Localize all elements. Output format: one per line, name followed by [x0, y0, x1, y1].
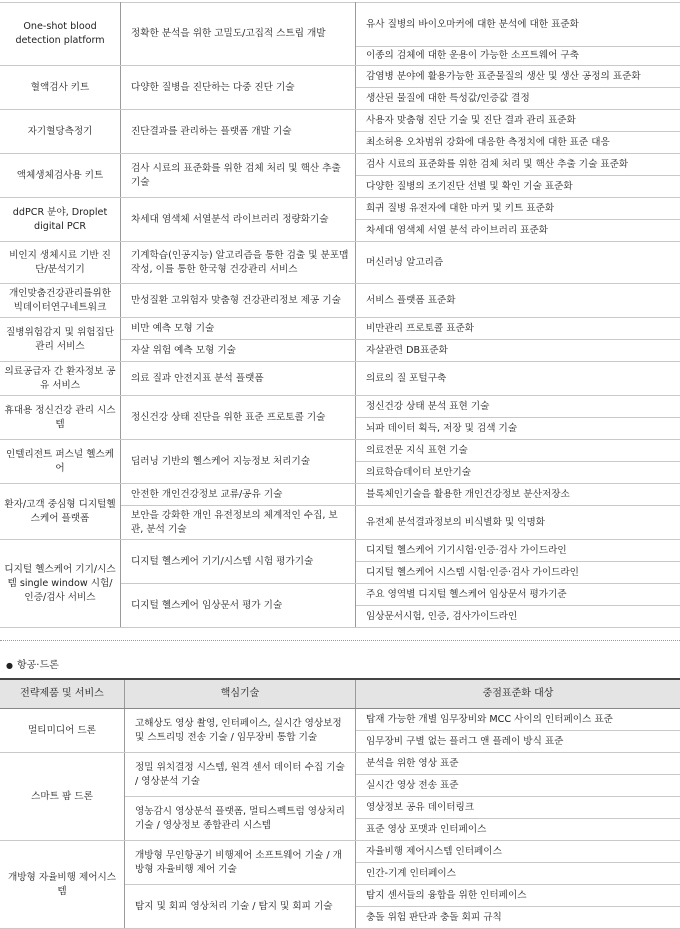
product-cell: 혈액검사 키트 — [0, 66, 121, 110]
table-row — [0, 841, 680, 863]
tech-cell: 안전한 개인건강정보 교류/공유 기술 — [121, 484, 356, 506]
target-cell: 분석을 위한 영상 표준 — [356, 753, 680, 775]
product-cell: 멀티미디어 드론 — [0, 709, 125, 753]
product-cell: 비인지 생체시료 기반 진단/분석기기 — [0, 242, 121, 284]
tech-cell: 딥러닝 기반의 헬스케어 지능정보 처리기술 — [121, 440, 356, 484]
column-header-target: 중점표준화 대상 — [356, 679, 680, 709]
target-cell: 임상문서시험, 인증, 검사가이드라인 — [356, 606, 680, 628]
target-cell: 뇌파 데이터 획득, 저장 및 검색 기술 — [356, 418, 680, 440]
target-cell: 차세대 염색체 서열 분석 라이브러리 표준화 — [356, 220, 680, 242]
target-cell: 주요 영역별 디지털 헬스케어 임상문서 평가기준 — [356, 584, 680, 606]
target-cell: 디지털 헬스케어 기기시험·인증·검사 가이드라인 — [356, 540, 680, 562]
target-cell: 인간-기계 인터페이스 — [356, 863, 680, 885]
table-row — [0, 440, 680, 462]
target-cell: 탑재 가능한 개별 임무장비와 MCC 사이의 인터페이스 표준 — [356, 709, 680, 731]
table-row — [0, 753, 680, 775]
target-cell: 블록체인기술을 활용한 개인건강정보 분산저장소 — [356, 484, 680, 506]
table-row — [0, 198, 680, 220]
standards-table-1 — [0, 2, 680, 628]
tech-cell: 탐지 및 회피 영상처리 기술 / 탐지 및 회피 기술 — [125, 885, 356, 929]
table-row — [0, 242, 680, 284]
table-row — [0, 3, 680, 47]
target-cell: 희귀 질병 유전자에 대한 마커 및 키트 표준화 — [356, 198, 680, 220]
product-cell: 스마트 팜 드론 — [0, 753, 125, 841]
product-cell: 개방형 자율비행 제어시스템 — [0, 841, 125, 929]
target-cell: 의료학습데이터 보안기술 — [356, 462, 680, 484]
section-heading — [0, 642, 680, 674]
product-cell: One-shot blood detection platform — [0, 3, 121, 66]
tech-cell: 기계학습(인공지능) 알고리즘을 통한 검출 및 분포맵 작성, 이를 통한 한국형 건강관리 서비스 — [121, 242, 356, 284]
tech-cell: 디지털 헬스케어 기기/시스템 시험 평가기술 — [121, 540, 356, 584]
target-cell: 이종의 검체에 대한 운용이 가능한 소프트웨어 구축 — [356, 47, 680, 66]
product-cell: 자기혈당측정기 — [0, 110, 121, 154]
table-row — [0, 318, 680, 340]
tech-cell: 고해상도 영상 촬영, 인터페이스, 실시간 영상보정 및 스트리밍 전송 기술 / 임무장비 통합 기술 — [125, 709, 356, 753]
table-row — [0, 66, 680, 88]
tech-cell: 의료 질과 안전지표 분석 플랫폼 — [121, 362, 356, 396]
tech-cell: 개방형 무인항공기 비행제어 소프트웨어 기술 / 개방형 자율비행 제어 기술 — [125, 841, 356, 885]
tech-cell: 영농감시 영상분석 플랫폼, 멀티스펙트럼 영상처리 기술 / 영상정보 종합관리 시스템 — [125, 797, 356, 841]
tech-cell: 디지털 헬스케어 임상문서 평가 기술 — [121, 584, 356, 628]
table-row — [0, 284, 680, 318]
target-cell: 충돌 위험 판단과 충돌 회피 규칙 — [356, 907, 680, 929]
product-cell: 인텔리전트 퍼스널 헬스케어 — [0, 440, 121, 484]
tech-cell: 검사 시료의 표준화를 위한 검체 처리 및 핵산 추출 기술 — [121, 154, 356, 198]
table-row — [0, 709, 680, 731]
target-cell: 정신건강 상태 분석 표현 기술 — [356, 396, 680, 418]
tech-cell: 정확한 분석을 위한 고밀도/고집적 스트립 개발 — [121, 3, 356, 66]
section-heading-text: 항공·드론 — [17, 660, 59, 671]
target-cell: 유사 질병의 바이오마커에 대한 분석에 대한 표준화 — [356, 3, 680, 47]
column-header-product: 전략제품 및 서비스 — [0, 679, 125, 709]
table-row — [0, 362, 680, 396]
target-cell: 검사 시료의 표준화를 위한 검체 처리 및 핵산 추출 기술 표준화 — [356, 154, 680, 176]
bullet-icon: ● — [6, 661, 13, 670]
target-cell: 자살관련 DB표준화 — [356, 340, 680, 362]
product-cell: 휴대용 정신건강 관리 시스템 — [0, 396, 121, 440]
tech-cell: 만성질환 고위험자 맞춤형 건강관리정보 제공 기술 — [121, 284, 356, 318]
target-cell: 최소허용 오차범위 강화에 대응한 측정치에 대한 표준 대응 — [356, 132, 680, 154]
target-cell: 디지털 헬스케어 시스템 시험·인증·검사 가이드라인 — [356, 562, 680, 584]
target-cell: 사용자 맞춤형 진단 기술 및 진단 결과 관리 표준화 — [356, 110, 680, 132]
tech-cell: 정신건강 상태 진단을 위한 표준 프로토콜 기술 — [121, 396, 356, 440]
tech-cell: 진단결과를 관리하는 플랫폼 개발 기술 — [121, 110, 356, 154]
table-row — [0, 540, 680, 562]
target-cell: 임무장비 구별 없는 플러그 앤 플레이 방식 표준 — [356, 731, 680, 753]
tech-cell: 자살 위험 예측 모형 기술 — [121, 340, 356, 362]
product-cell: 의료공급자 간 환자정보 공유 서비스 — [0, 362, 121, 396]
product-cell: 개인맞춤건강관리를위한 빅데이터연구네트워크 — [0, 284, 121, 318]
target-cell: 탐지 센서들의 융합을 위한 인터페이스 — [356, 885, 680, 907]
column-header-tech: 핵심기술 — [125, 679, 356, 709]
table-row — [0, 396, 680, 418]
standards-table-2 — [0, 678, 680, 929]
target-cell: 머신러닝 알고리즘 — [356, 242, 680, 284]
product-cell: ddPCR 분야, Droplet digital PCR — [0, 198, 121, 242]
tech-cell: 비만 예측 모형 기술 — [121, 318, 356, 340]
tech-cell: 다양한 질병을 진단하는 다중 진단 기술 — [121, 66, 356, 110]
product-cell: 환자/고객 중심형 디지털헬스케어 플랫폼 — [0, 484, 121, 540]
target-cell: 감염병 분야에 활용가능한 표준물질의 생산 및 생산 공정의 표준화 — [356, 66, 680, 88]
target-cell: 의료전문 지식 표현 기술 — [356, 440, 680, 462]
target-cell: 서비스 플랫폼 표준화 — [356, 284, 680, 318]
table-header-row — [0, 679, 680, 709]
product-cell: 디지털 헬스케어 기기/시스템 single window 시험/인증/검사 서비스 — [0, 540, 121, 628]
target-cell: 유전체 분석결과정보의 비식별화 및 익명화 — [356, 506, 680, 540]
tech-cell: 차세대 염색체 서열분석 라이브러리 정량화기술 — [121, 198, 356, 242]
table-row — [0, 110, 680, 132]
target-cell: 자율비행 제어시스템 인터페이스 — [356, 841, 680, 863]
target-cell: 의료의 질 포털구축 — [356, 362, 680, 396]
tech-cell: 보안을 강화한 개인 유전정보의 체계적인 수집, 보관, 분석 기술 — [121, 506, 356, 540]
target-cell: 실시간 영상 전송 표준 — [356, 775, 680, 797]
target-cell: 생산된 물질에 대한 특성값/인증값 결정 — [356, 88, 680, 110]
target-cell: 다양한 질병의 조기진단 선별 및 확인 기술 표준화 — [356, 176, 680, 198]
table-row — [0, 484, 680, 506]
tech-cell: 정밀 위치결정 시스템, 원격 센서 데이터 수집 기술 / 영상분석 기술 — [125, 753, 356, 797]
product-cell: 액체생체검사용 키트 — [0, 154, 121, 198]
target-cell: 비만관리 프로토콜 표준화 — [356, 318, 680, 340]
target-cell: 표준 영상 포맷과 인터페이스 — [356, 819, 680, 841]
target-cell: 영상정보 공유 데이터링크 — [356, 797, 680, 819]
product-cell: 질병위험감지 및 위험집단 관리 서비스 — [0, 318, 121, 362]
table-row — [0, 154, 680, 176]
